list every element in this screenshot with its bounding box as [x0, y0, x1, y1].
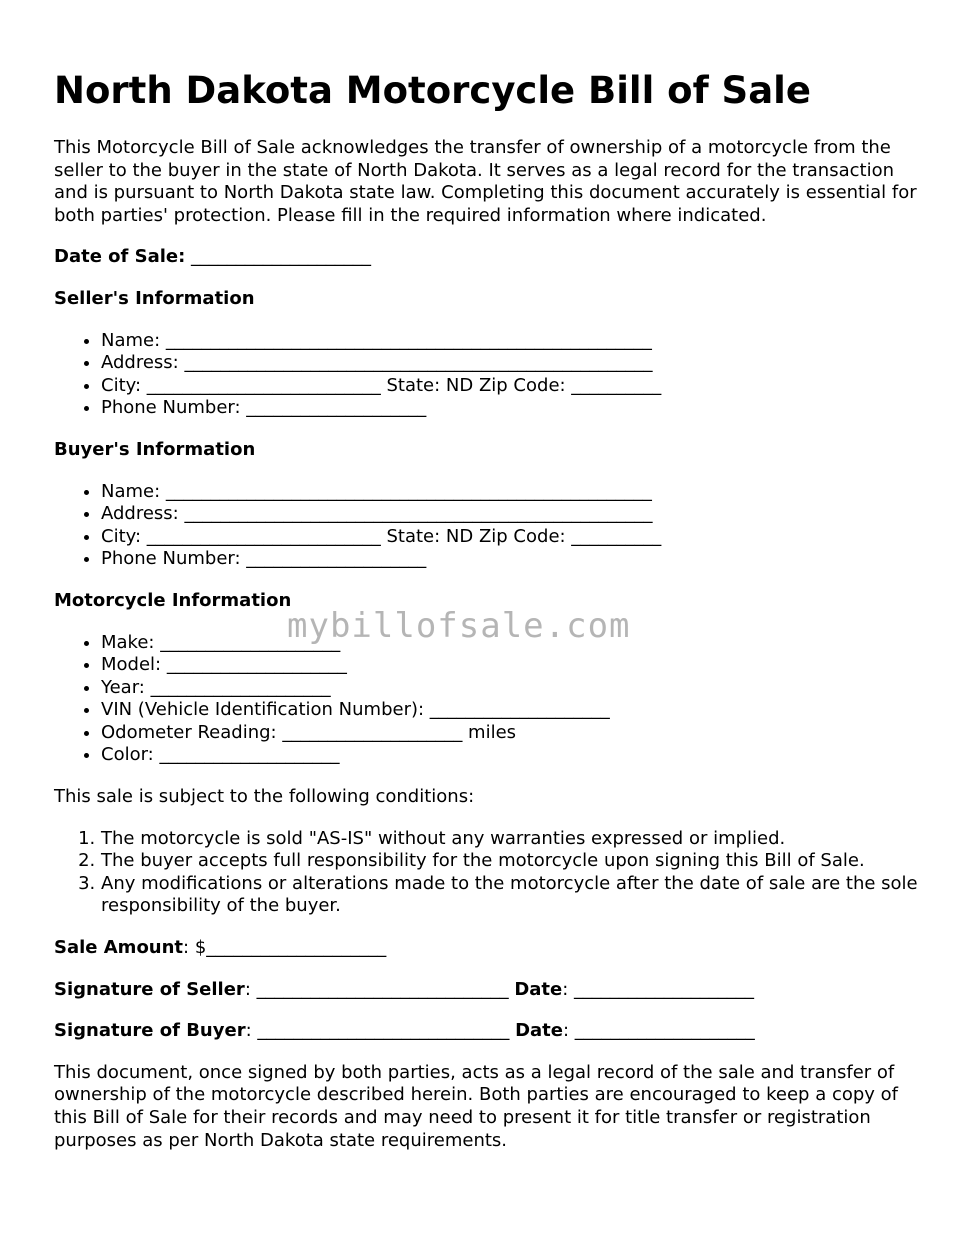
- intro-paragraph: This Motorcycle Bill of Sale acknowledges the transfer of ownership of a motorcycle from the seller to the buyer in the state of North Dakota. It serves as a legal record for the transaction and is pursuant to North Dakota state law. Completing this document accurately is essential for both parties' protection. Please fill in the required information where indicated.: [54, 137, 917, 226]
- buyer-address-field: • Address: ____________________________________________________: [101, 503, 920, 526]
- seller-signature-blank: : ____________________________: [244, 978, 515, 1000]
- seller-phone-field: • Phone Number: ____________________: [101, 397, 920, 420]
- document-title: North Dakota Motorcycle Bill of Sale: [54, 69, 811, 112]
- seller-signature-field: [54, 979, 920, 1002]
- buyer-phone-field: • Phone Number: ____________________: [101, 548, 920, 571]
- condition-item: 2. The buyer accepts full responsibility for the motorcycle upon signing this Bill of Sale.: [101, 850, 920, 873]
- odometer-field: • Odometer Reading: ____________________ miles: [101, 722, 920, 745]
- make-field: • Make: ____________________: [101, 632, 920, 655]
- seller-signature-label: Signature of Seller: [54, 978, 245, 1000]
- year-field: • Year: ____________________: [101, 677, 920, 700]
- sale-amount-label: Sale Amount: [54, 937, 184, 959]
- buyer-signature-label: Signature of Buyer: [54, 1020, 246, 1042]
- date-of-sale-field: [54, 246, 920, 269]
- seller-name-field: • Name: ______________________________________________________: [101, 330, 920, 353]
- condition-item: 1. The motorcycle is sold "AS-IS" without any warranties expressed or implied.: [101, 828, 920, 851]
- seller-date-label: Date: [514, 978, 563, 1000]
- buyer-date-label: Date: [515, 1020, 563, 1042]
- buyer-signature-field: [54, 1020, 920, 1043]
- buyer-name-field: • Name: ______________________________________________________: [101, 481, 920, 504]
- seller-heading: Seller's Information: [54, 287, 255, 309]
- color-field: • Color: ____________________: [101, 744, 920, 767]
- seller-city-state-zip-field: • City: __________________________ State: ND Zip Code: __________: [101, 375, 920, 398]
- sale-amount-blank: : $____________________: [183, 937, 387, 959]
- vin-field: • VIN (Vehicle Identification Number): ____________________: [101, 699, 920, 722]
- seller-date-blank: : ____________________: [562, 978, 755, 1000]
- buyer-date-blank: : ____________________: [563, 1020, 755, 1042]
- date-of-sale-blank: ____________________: [185, 246, 372, 268]
- conditions-intro: This sale is subject to the following conditions:: [54, 786, 475, 808]
- seller-address-field: • Address: ____________________________________________________: [101, 352, 920, 375]
- watermark: mybillofsale.com: [287, 606, 631, 646]
- buyer-signature-blank: : ____________________________: [245, 1020, 516, 1042]
- date-of-sale-label: Date of Sale:: [54, 246, 186, 268]
- motorcycle-heading: Motorcycle Information: [54, 589, 292, 611]
- model-field: • Model: ____________________: [101, 654, 920, 677]
- buyer-city-state-zip-field: • City: __________________________ State: ND Zip Code: __________: [101, 526, 920, 549]
- seller-info-list: [54, 330, 920, 420]
- buyer-info-list: [54, 481, 920, 571]
- motorcycle-info-list: [54, 632, 920, 768]
- conditions-list: [54, 828, 920, 918]
- closing-paragraph: This document, once signed by both parties, acts as a legal record of the sale and transfer of ownership of the motorcycle described herein. Both parties are encouraged to keep a copy of this Bill of Sale for their records and may need to present it for title transfer or registration purposes as per North Dakota state requirements.: [54, 1061, 899, 1151]
- buyer-heading: Buyer's Information: [54, 438, 256, 460]
- condition-item: 3. Any modifications or alterations made to the motorcycle after the date of sale are the sole responsibility of the buyer.: [101, 873, 920, 918]
- sale-amount-field: [54, 937, 920, 960]
